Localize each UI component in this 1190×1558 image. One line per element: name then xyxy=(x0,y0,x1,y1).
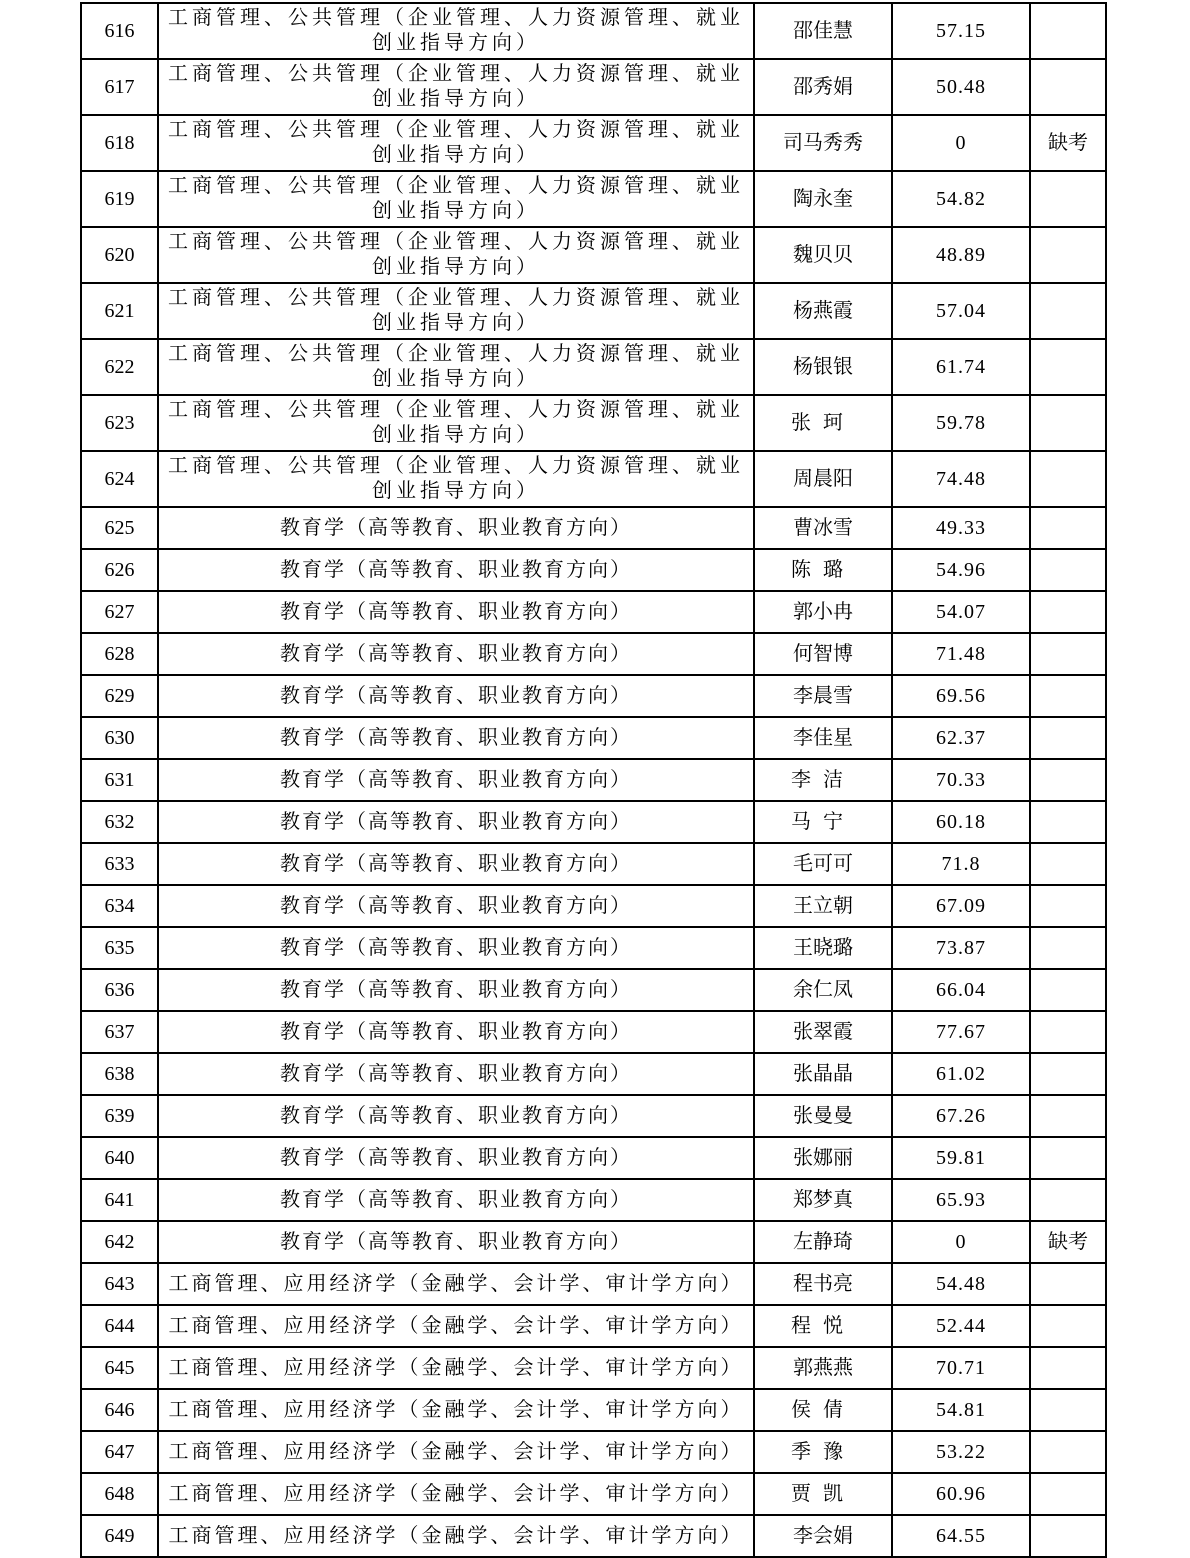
row-number-cell: 644 xyxy=(81,1305,158,1347)
major-cell: 教育学（高等教育、职业教育方向） xyxy=(158,549,754,591)
row-number-cell: 633 xyxy=(81,843,158,885)
remark-cell xyxy=(1030,395,1106,451)
row-number-cell: 646 xyxy=(81,1389,158,1431)
row-number-cell: 642 xyxy=(81,1221,158,1263)
score-table-body xyxy=(81,3,1106,1557)
score-cell: 64.55 xyxy=(892,1515,1030,1557)
major-cell: 工商管理、应用经济学（金融学、会计学、审计学方向） xyxy=(158,1431,754,1473)
candidate-name: 季豫 xyxy=(791,1440,855,1463)
remark-cell xyxy=(1030,1515,1106,1557)
score-cell: 49.33 xyxy=(892,507,1030,549)
remark-cell xyxy=(1030,1305,1106,1347)
remark-cell: 缺考 xyxy=(1030,115,1106,171)
candidate-name: 李佳星 xyxy=(793,726,853,749)
candidate-name-cell xyxy=(754,801,892,843)
candidate-name-cell xyxy=(754,1431,892,1473)
major-cell: 教育学（高等教育、职业教育方向） xyxy=(158,1137,754,1179)
score-cell: 71.48 xyxy=(892,633,1030,675)
major-cell: 教育学（高等教育、职业教育方向） xyxy=(158,1221,754,1263)
candidate-name: 魏贝贝 xyxy=(793,243,853,266)
score-cell: 52.44 xyxy=(892,1305,1030,1347)
major-cell: 教育学（高等教育、职业教育方向） xyxy=(158,1053,754,1095)
table-row xyxy=(81,1431,1106,1473)
row-number-cell: 636 xyxy=(81,969,158,1011)
score-cell: 71.8 xyxy=(892,843,1030,885)
remark-cell xyxy=(1030,1095,1106,1137)
candidate-name-cell xyxy=(754,1473,892,1515)
row-number-cell: 626 xyxy=(81,549,158,591)
score-cell: 54.96 xyxy=(892,549,1030,591)
major-cell: 工商管理、应用经济学（金融学、会计学、审计学方向） xyxy=(158,1263,754,1305)
candidate-name: 程悦 xyxy=(791,1314,855,1337)
major-cell: 教育学（高等教育、职业教育方向） xyxy=(158,759,754,801)
major-cell: 教育学（高等教育、职业教育方向） xyxy=(158,801,754,843)
candidate-name-cell xyxy=(754,591,892,633)
table-row xyxy=(81,591,1106,633)
remark-cell xyxy=(1030,675,1106,717)
table-row xyxy=(81,283,1106,339)
candidate-name: 陶永奎 xyxy=(793,187,853,210)
candidate-name-cell xyxy=(754,171,892,227)
candidate-name-cell xyxy=(754,507,892,549)
score-cell: 77.67 xyxy=(892,1011,1030,1053)
score-cell: 0 xyxy=(892,115,1030,171)
table-row xyxy=(81,507,1106,549)
table-row xyxy=(81,395,1106,451)
remark-cell xyxy=(1030,1011,1106,1053)
score-cell: 61.02 xyxy=(892,1053,1030,1095)
candidate-name-cell xyxy=(754,675,892,717)
score-table xyxy=(80,2,1107,1558)
remark-cell xyxy=(1030,171,1106,227)
table-row xyxy=(81,1347,1106,1389)
remark-cell xyxy=(1030,591,1106,633)
row-number-cell: 641 xyxy=(81,1179,158,1221)
table-row xyxy=(81,1137,1106,1179)
remark-cell xyxy=(1030,339,1106,395)
row-number-cell: 628 xyxy=(81,633,158,675)
candidate-name-cell xyxy=(754,1263,892,1305)
row-number-cell: 643 xyxy=(81,1263,158,1305)
score-cell: 73.87 xyxy=(892,927,1030,969)
candidate-name-cell xyxy=(754,885,892,927)
remark-cell xyxy=(1030,1473,1106,1515)
row-number-cell: 622 xyxy=(81,339,158,395)
candidate-name: 陈璐 xyxy=(791,558,855,581)
candidate-name-cell xyxy=(754,1137,892,1179)
row-number-cell: 624 xyxy=(81,451,158,507)
major-cell: 教育学（高等教育、职业教育方向） xyxy=(158,507,754,549)
row-number-cell: 645 xyxy=(81,1347,158,1389)
remark-cell xyxy=(1030,507,1106,549)
major-cell: 教育学（高等教育、职业教育方向） xyxy=(158,1011,754,1053)
major-cell: 工商管理、应用经济学（金融学、会计学、审计学方向） xyxy=(158,1389,754,1431)
score-cell: 65.93 xyxy=(892,1179,1030,1221)
table-row xyxy=(81,549,1106,591)
candidate-name-cell xyxy=(754,395,892,451)
table-row xyxy=(81,843,1106,885)
remark-cell xyxy=(1030,1179,1106,1221)
remark-cell xyxy=(1030,759,1106,801)
row-number-cell: 616 xyxy=(81,3,158,59)
table-row xyxy=(81,1473,1106,1515)
candidate-name: 李晨雪 xyxy=(793,684,853,707)
table-row xyxy=(81,1515,1106,1557)
score-cell: 54.48 xyxy=(892,1263,1030,1305)
table-row xyxy=(81,675,1106,717)
table-row xyxy=(81,717,1106,759)
row-number-cell: 630 xyxy=(81,717,158,759)
table-row xyxy=(81,1053,1106,1095)
major-cell: 工商管理、公共管理（企业管理、人力资源管理、就业创业指导方向） xyxy=(158,451,754,507)
candidate-name: 郭燕燕 xyxy=(793,1356,853,1379)
major-cell: 工商管理、公共管理（企业管理、人力资源管理、就业创业指导方向） xyxy=(158,395,754,451)
remark-cell xyxy=(1030,451,1106,507)
row-number-cell: 620 xyxy=(81,227,158,283)
remark-cell xyxy=(1030,1347,1106,1389)
remark-cell xyxy=(1030,717,1106,759)
candidate-name: 郑梦真 xyxy=(793,1188,853,1211)
row-number-cell: 634 xyxy=(81,885,158,927)
candidate-name: 张珂 xyxy=(791,411,855,434)
table-row xyxy=(81,1389,1106,1431)
remark-cell xyxy=(1030,549,1106,591)
candidate-name-cell xyxy=(754,1347,892,1389)
candidate-name-cell xyxy=(754,549,892,591)
major-cell: 工商管理、应用经济学（金融学、会计学、审计学方向） xyxy=(158,1305,754,1347)
row-number-cell: 619 xyxy=(81,171,158,227)
candidate-name: 邵佳慧 xyxy=(793,19,853,42)
row-number-cell: 639 xyxy=(81,1095,158,1137)
major-cell: 教育学（高等教育、职业教育方向） xyxy=(158,717,754,759)
remark-cell: 缺考 xyxy=(1030,1221,1106,1263)
candidate-name: 马宁 xyxy=(791,810,855,833)
remark-cell xyxy=(1030,59,1106,115)
candidate-name: 杨银银 xyxy=(793,355,853,378)
candidate-name: 侯倩 xyxy=(791,1398,855,1421)
candidate-name-cell xyxy=(754,115,892,171)
row-number-cell: 637 xyxy=(81,1011,158,1053)
table-row xyxy=(81,1179,1106,1221)
score-cell: 67.09 xyxy=(892,885,1030,927)
candidate-name: 张翠霞 xyxy=(793,1020,853,1043)
major-cell: 工商管理、公共管理（企业管理、人力资源管理、就业创业指导方向） xyxy=(158,3,754,59)
candidate-name-cell xyxy=(754,1305,892,1347)
candidate-name: 郭小冉 xyxy=(793,600,853,623)
table-row xyxy=(81,1263,1106,1305)
candidate-name-cell xyxy=(754,3,892,59)
candidate-name-cell xyxy=(754,339,892,395)
table-row xyxy=(81,885,1106,927)
candidate-name-cell xyxy=(754,1053,892,1095)
row-number-cell: 627 xyxy=(81,591,158,633)
row-number-cell: 617 xyxy=(81,59,158,115)
row-number-cell: 623 xyxy=(81,395,158,451)
candidate-name: 何智博 xyxy=(793,642,853,665)
major-cell: 工商管理、公共管理（企业管理、人力资源管理、就业创业指导方向） xyxy=(158,59,754,115)
remark-cell xyxy=(1030,927,1106,969)
score-cell: 70.33 xyxy=(892,759,1030,801)
major-cell: 工商管理、公共管理（企业管理、人力资源管理、就业创业指导方向） xyxy=(158,283,754,339)
remark-cell xyxy=(1030,3,1106,59)
candidate-name-cell xyxy=(754,1515,892,1557)
candidate-name: 司马秀秀 xyxy=(783,131,863,154)
candidate-name-cell xyxy=(754,451,892,507)
table-row xyxy=(81,969,1106,1011)
candidate-name-cell xyxy=(754,1179,892,1221)
candidate-name: 杨燕霞 xyxy=(793,299,853,322)
candidate-name: 王晓璐 xyxy=(793,936,853,959)
score-cell: 0 xyxy=(892,1221,1030,1263)
candidate-name: 左静琦 xyxy=(793,1230,853,1253)
candidate-name-cell xyxy=(754,227,892,283)
row-number-cell: 635 xyxy=(81,927,158,969)
major-cell: 教育学（高等教育、职业教育方向） xyxy=(158,927,754,969)
major-cell: 教育学（高等教育、职业教育方向） xyxy=(158,633,754,675)
score-cell: 50.48 xyxy=(892,59,1030,115)
score-cell: 66.04 xyxy=(892,969,1030,1011)
row-number-cell: 625 xyxy=(81,507,158,549)
score-cell: 62.37 xyxy=(892,717,1030,759)
candidate-name: 张娜丽 xyxy=(793,1146,853,1169)
major-cell: 工商管理、应用经济学（金融学、会计学、审计学方向） xyxy=(158,1347,754,1389)
table-row xyxy=(81,227,1106,283)
table-row xyxy=(81,801,1106,843)
major-cell: 教育学（高等教育、职业教育方向） xyxy=(158,675,754,717)
remark-cell xyxy=(1030,885,1106,927)
row-number-cell: 647 xyxy=(81,1431,158,1473)
candidate-name: 贾凯 xyxy=(791,1482,855,1505)
table-row xyxy=(81,759,1106,801)
candidate-name-cell xyxy=(754,969,892,1011)
row-number-cell: 649 xyxy=(81,1515,158,1557)
score-cell: 59.81 xyxy=(892,1137,1030,1179)
major-cell: 工商管理、公共管理（企业管理、人力资源管理、就业创业指导方向） xyxy=(158,339,754,395)
major-cell: 教育学（高等教育、职业教育方向） xyxy=(158,885,754,927)
candidate-name-cell xyxy=(754,59,892,115)
major-cell: 教育学（高等教育、职业教育方向） xyxy=(158,843,754,885)
candidate-name: 周晨阳 xyxy=(793,467,853,490)
major-cell: 工商管理、公共管理（企业管理、人力资源管理、就业创业指导方向） xyxy=(158,227,754,283)
candidate-name-cell xyxy=(754,633,892,675)
candidate-name: 王立朝 xyxy=(793,894,853,917)
candidate-name-cell xyxy=(754,927,892,969)
candidate-name-cell xyxy=(754,1011,892,1053)
table-row xyxy=(81,1221,1106,1263)
table-row xyxy=(81,339,1106,395)
major-cell: 教育学（高等教育、职业教育方向） xyxy=(158,591,754,633)
remark-cell xyxy=(1030,1431,1106,1473)
major-cell: 工商管理、应用经济学（金融学、会计学、审计学方向） xyxy=(158,1473,754,1515)
score-cell: 69.56 xyxy=(892,675,1030,717)
table-row xyxy=(81,115,1106,171)
candidate-name-cell xyxy=(754,1221,892,1263)
remark-cell xyxy=(1030,1137,1106,1179)
candidate-name-cell xyxy=(754,1095,892,1137)
row-number-cell: 632 xyxy=(81,801,158,843)
major-cell: 教育学（高等教育、职业教育方向） xyxy=(158,1179,754,1221)
row-number-cell: 631 xyxy=(81,759,158,801)
candidate-name: 余仁凤 xyxy=(793,978,853,1001)
remark-cell xyxy=(1030,1389,1106,1431)
remark-cell xyxy=(1030,1263,1106,1305)
candidate-name: 李洁 xyxy=(791,768,855,791)
row-number-cell: 618 xyxy=(81,115,158,171)
candidate-name: 曹冰雪 xyxy=(793,516,853,539)
row-number-cell: 648 xyxy=(81,1473,158,1515)
score-cell: 57.15 xyxy=(892,3,1030,59)
candidate-name: 张晶晶 xyxy=(793,1062,853,1085)
row-number-cell: 621 xyxy=(81,283,158,339)
candidate-name-cell xyxy=(754,1389,892,1431)
table-row xyxy=(81,1011,1106,1053)
table-row xyxy=(81,1305,1106,1347)
major-cell: 工商管理、应用经济学（金融学、会计学、审计学方向） xyxy=(158,1515,754,1557)
candidate-name: 李会娟 xyxy=(793,1524,853,1547)
candidate-name-cell xyxy=(754,843,892,885)
score-cell: 60.18 xyxy=(892,801,1030,843)
score-cell: 54.07 xyxy=(892,591,1030,633)
score-cell: 48.89 xyxy=(892,227,1030,283)
remark-cell xyxy=(1030,633,1106,675)
table-row xyxy=(81,59,1106,115)
remark-cell xyxy=(1030,283,1106,339)
candidate-name-cell xyxy=(754,717,892,759)
score-cell: 53.22 xyxy=(892,1431,1030,1473)
score-cell: 57.04 xyxy=(892,283,1030,339)
score-cell: 74.48 xyxy=(892,451,1030,507)
score-cell: 60.96 xyxy=(892,1473,1030,1515)
score-cell: 54.81 xyxy=(892,1389,1030,1431)
major-cell: 工商管理、公共管理（企业管理、人力资源管理、就业创业指导方向） xyxy=(158,115,754,171)
table-row xyxy=(81,1095,1106,1137)
remark-cell xyxy=(1030,969,1106,1011)
candidate-name: 邵秀娟 xyxy=(793,75,853,98)
score-cell: 61.74 xyxy=(892,339,1030,395)
row-number-cell: 640 xyxy=(81,1137,158,1179)
table-row xyxy=(81,927,1106,969)
candidate-name: 张曼曼 xyxy=(793,1104,853,1127)
candidate-name: 程书亮 xyxy=(793,1272,853,1295)
table-row xyxy=(81,633,1106,675)
major-cell: 教育学（高等教育、职业教育方向） xyxy=(158,969,754,1011)
candidate-name: 毛可可 xyxy=(793,852,853,875)
table-row xyxy=(81,171,1106,227)
major-cell: 工商管理、公共管理（企业管理、人力资源管理、就业创业指导方向） xyxy=(158,171,754,227)
remark-cell xyxy=(1030,801,1106,843)
score-cell: 59.78 xyxy=(892,395,1030,451)
candidate-name-cell xyxy=(754,759,892,801)
score-cell: 67.26 xyxy=(892,1095,1030,1137)
remark-cell xyxy=(1030,227,1106,283)
table-row xyxy=(81,3,1106,59)
major-cell: 教育学（高等教育、职业教育方向） xyxy=(158,1095,754,1137)
candidate-name-cell xyxy=(754,283,892,339)
row-number-cell: 638 xyxy=(81,1053,158,1095)
remark-cell xyxy=(1030,1053,1106,1095)
table-row xyxy=(81,451,1106,507)
row-number-cell: 629 xyxy=(81,675,158,717)
score-cell: 70.71 xyxy=(892,1347,1030,1389)
score-cell: 54.82 xyxy=(892,171,1030,227)
remark-cell xyxy=(1030,843,1106,885)
